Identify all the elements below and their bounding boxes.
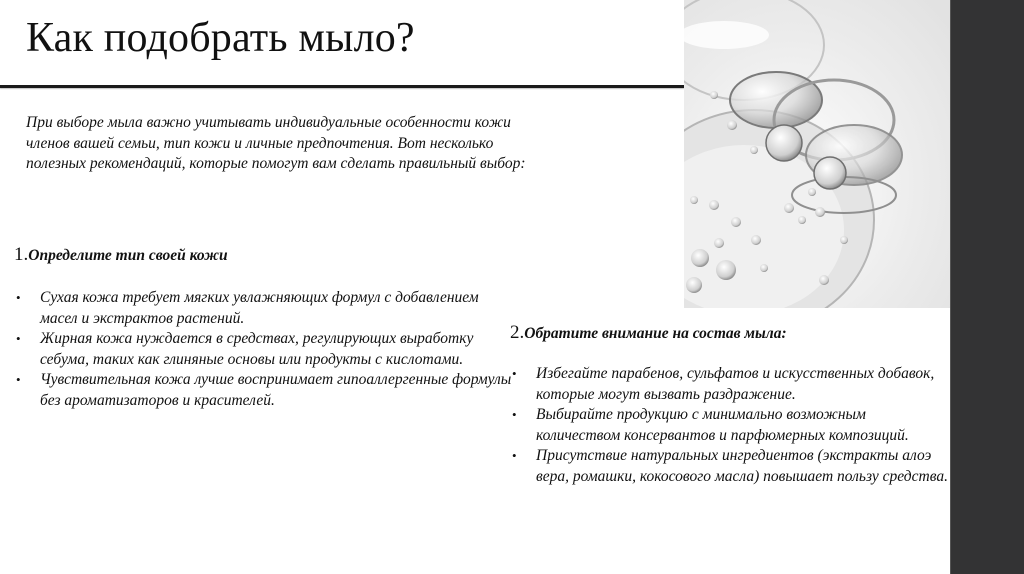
section-1-list	[12, 288, 512, 411]
section-2-list	[508, 364, 953, 487]
slide-title: Как подобрать мыло?	[26, 15, 415, 61]
list-item	[12, 288, 512, 329]
list-item-text: Сухая кожа требует мягких увлажняющих формул с добавлением масел и экстрактов растений.	[40, 289, 479, 327]
list-item	[12, 329, 512, 370]
list-item	[12, 370, 512, 411]
section-2-heading	[510, 322, 787, 344]
section-2-title: Обратите внимание на состав мыла:	[524, 325, 787, 342]
soap-bubbles-image	[684, 0, 950, 308]
bullet-icon: •	[16, 290, 21, 305]
list-item-text: Избегайте парабенов, сульфатов и искусственных добавок, которые могут вызвать раздражение.	[536, 365, 935, 403]
list-item	[508, 446, 953, 487]
section-2-number: 2.	[510, 322, 525, 343]
bullet-icon: •	[512, 366, 517, 381]
intro-paragraph: При выборе мыла важно учитывать индивидуальные особенности кожи членов вашей семьи, тип кожи и личные предпочтения. Вот несколько полезных рекомендаций, которые помогут вам сделать правильный выбор:	[26, 114, 526, 172]
bullet-icon: •	[16, 331, 21, 346]
side-panel	[950, 0, 1024, 574]
section-1-heading	[14, 244, 228, 266]
list-item-text: Присутствие натуральных ингредиентов (экстракты алоэ вера, ромашки, кокосового масла) повышает пользу средства.	[536, 447, 948, 485]
bullet-icon: •	[512, 407, 517, 422]
list-item-text: Чувствительная кожа лучше воспринимает гипоаллергенные формулы без ароматизаторов и красителей.	[40, 371, 512, 409]
list-item-text: Жирная кожа нуждается в средствах, регулирующих выработку себума, таких как глиняные основы или продукты с кислотами.	[40, 330, 474, 368]
list-item-text: Выбирайте продукцию с минимально возможным количеством консервантов и парфюмерных композиций.	[536, 406, 909, 444]
bullet-icon: •	[16, 372, 21, 387]
title-divider	[0, 85, 684, 88]
list-item	[508, 364, 953, 405]
section-1-number: 1.	[14, 244, 29, 265]
bubbles-illustration-icon	[684, 0, 950, 308]
list-item	[508, 405, 953, 446]
section-1-title: Определите тип своей кожи	[28, 247, 228, 264]
bullet-icon: •	[512, 448, 517, 463]
